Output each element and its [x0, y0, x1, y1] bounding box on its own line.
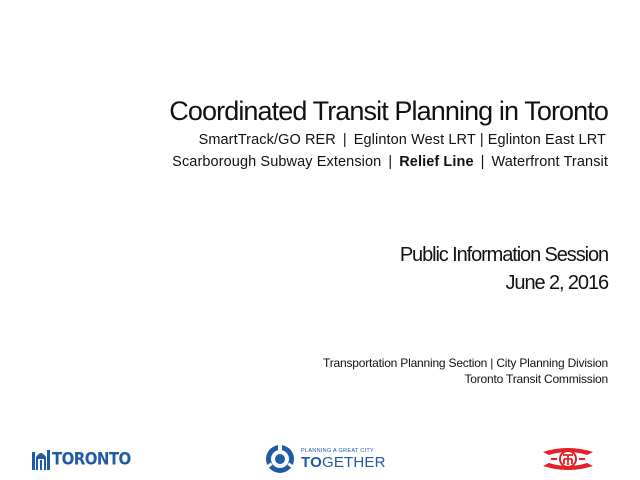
together-circle-icon [265, 444, 295, 474]
session-date: June 2, 2016 [505, 272, 608, 294]
projects-line-2 [172, 154, 608, 170]
city-hall-icon [32, 448, 50, 470]
project-relief-line: Relief Line [399, 154, 474, 170]
project-smarttrack: SmartTrack/GO RER [198, 132, 336, 148]
slide-title: Coordinated Transit Planning in Toronto [169, 96, 608, 126]
project-scarborough-subway: Scarborough Subway Extension [172, 154, 382, 170]
credit-line-1: Transportation Planning Section | City Planning Division [323, 356, 608, 370]
together-word: TOGETHER [301, 453, 386, 471]
credit-line-2: Toronto Transit Commission [464, 372, 608, 386]
separator: | [479, 132, 484, 148]
separator: | [480, 154, 485, 170]
project-waterfront-transit: Waterfront Transit [491, 154, 608, 170]
projects-line-1 [199, 132, 606, 148]
separator: | [342, 132, 347, 148]
together-tagline: PLANNING A GREAT CITY [301, 447, 375, 454]
project-eglinton-east: Eglinton East LRT [487, 132, 606, 148]
session-title: Public Information Session [399, 244, 608, 266]
toronto-wordmark: TORONTO [52, 448, 131, 470]
separator: | [388, 154, 393, 170]
toronto-logo [32, 446, 131, 472]
together-text [301, 448, 386, 471]
ttc-logo-icon [541, 446, 595, 472]
project-eglinton-west: Eglinton West LRT [353, 132, 476, 148]
together-logo [265, 444, 386, 474]
